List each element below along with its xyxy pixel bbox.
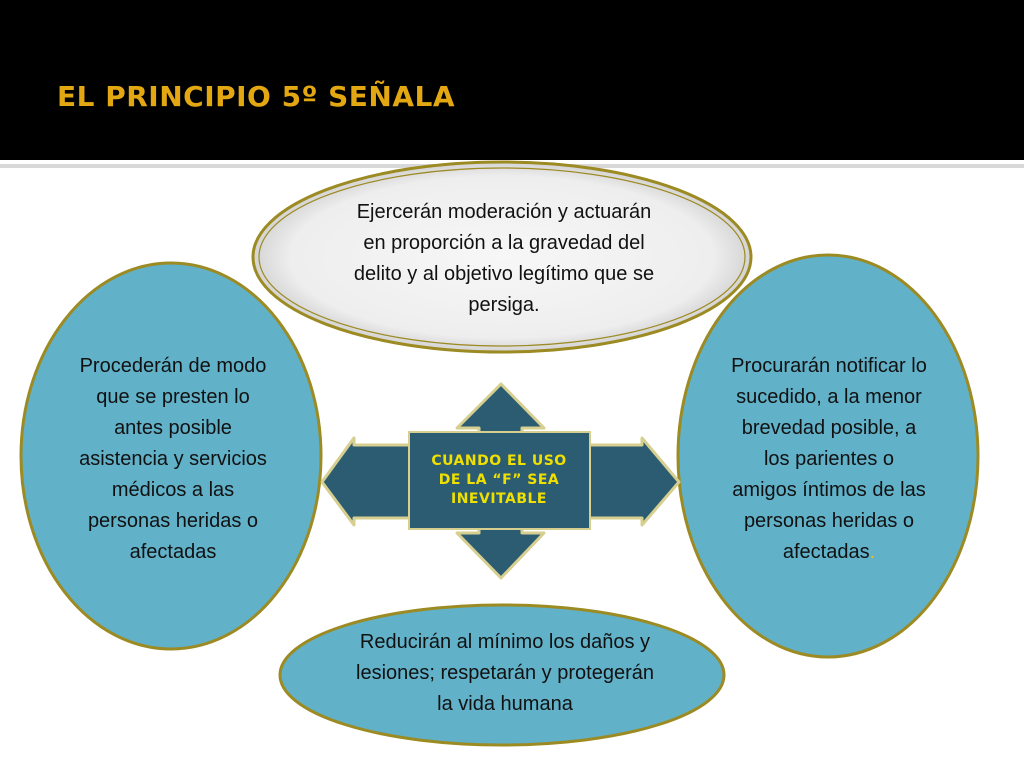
- left-oval-text: Procederán de modo que se presten lo antes posible asistencia y servicios médicos a las personas heridas o afectadas: [79, 354, 267, 563]
- right-oval-accent: .: [869, 540, 876, 563]
- right-oval-body: Procurarán notificar lo sucedido, a la menor brevedad posible, a los parientes o amigos íntimos de las personas heridas o afectadas: [731, 354, 927, 563]
- slide-title: EL PRINCIPIO 5º SEÑALA: [57, 80, 456, 113]
- top-oval-text: Ejercerán moderación y actuarán en proporción a la gravedad del delito y al objetivo legítimo que se persiga.: [353, 201, 655, 316]
- bottom-oval-text: Reducirán al mínimo los daños y lesiones; respetarán y protegerán la vida humana: [356, 630, 654, 715]
- center-label: CUANDO EL USO DE LA “F” SEA INEVITABLE: [431, 453, 567, 507]
- right-oval-text: [731, 304, 927, 614]
